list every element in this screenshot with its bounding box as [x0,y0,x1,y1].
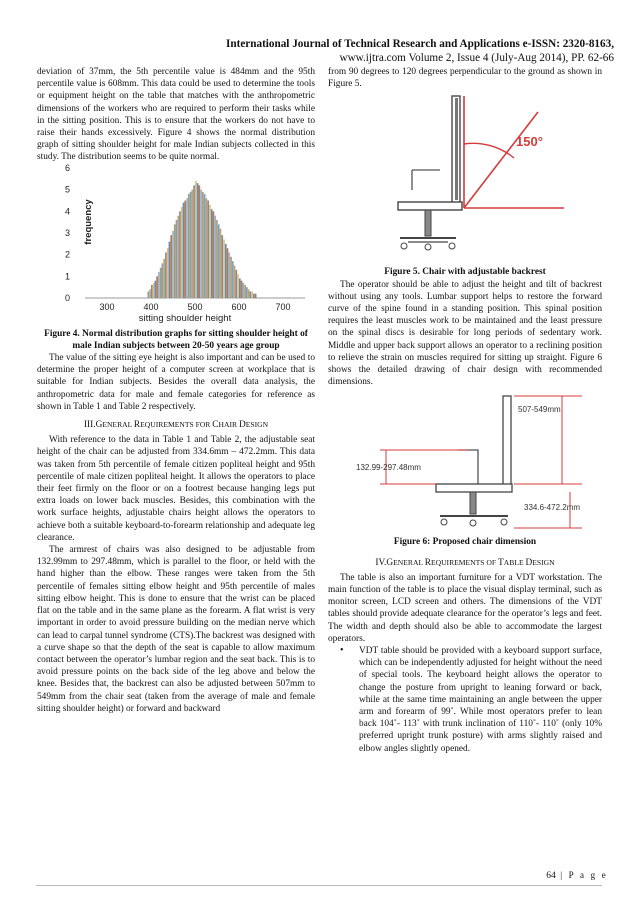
page-label: | P a g e [555,870,608,880]
histogram-bar [232,261,234,298]
paragraph: from 90 degrees to 120 degrees perpendicular to the ground as shown in Figure 5. [328,67,602,90]
histogram-bar [183,202,185,297]
figure-4 [37,164,315,328]
histogram-bar [250,291,252,298]
angle-label: 150° [516,134,543,150]
histogram-bar [223,239,225,298]
y-tick-label: 3 [65,227,71,238]
histogram-bar [243,282,245,297]
footer-rule [36,885,602,886]
x-tick-label: 300 [99,301,115,312]
histogram-bar [209,204,211,297]
histogram-bar [235,269,237,297]
histogram-bar [176,220,178,298]
seat-height-dimension: 334.6-472.2mm [524,503,581,513]
y-axis-label: frequency [83,198,94,245]
paragraph: The armrest of chairs was also designed to be adjustable from 132.99mm to 297.48mm, which is parallel to the floor, or held with the hand higher than the elbow. These ranges were taken from the 5th percentile of females sitting elbow height and 95th percentile of males sitting elbow height. This is done to ensure that the wrist can be placed flat on the table and in the same plane as the forearm. A flat wrist is very important in order to avoid pressure building on the median nerve which can lead to carpal tunnel syndrome (CTS).The backrest was designed with a curve shape so that the depth of the seat is capable to allow maximum contact between the operator’s lumbar region and the seat back. This is to avoid pressure points on the back side of the leg above and below the knee. Besides that, the backrest can also be adjusted between 507mm to 549mm from the chair seat (taken from the average of male and female sitting shoulder height) or forward and backward [37,545,315,714]
section-heading-4: IV.GENERAL REQUIREMENTS OF TABLE DESIGN [375,557,555,568]
left-column [37,66,315,715]
histogram-bar [237,274,239,298]
histogram-bar [170,235,172,298]
page-footer [546,870,608,881]
histogram-bar [241,280,243,297]
histogram-bar [211,209,213,298]
x-tick-label: 600 [231,301,247,312]
histogram-bar [218,224,220,298]
section-heading-3: III.GENERAL REQUIREMENTS FOR CHAIR DESIGN [83,420,269,431]
y-tick-label: 2 [65,249,71,260]
chair-dimension-drawing [328,388,602,536]
histogram-bar [158,272,160,298]
y-tick-label: 1 [65,270,71,281]
armrest-dimension: 132.99-297.48mm [356,463,421,473]
x-tick-label: 500 [187,301,203,312]
paragraph: The value of the sitting eye height is also important and can be used to determine the proper height of a computer screen at workplace that is suitable for Indian subjects. Besides the overall data analysis, the anthropometric data for male and female categories for reference as shown in Table 1 and Table 2 respectively. [37,353,315,412]
histogram-bar [251,291,253,298]
backrest-dimension: 507-549mm [518,405,561,415]
histogram-bar [221,235,223,298]
journal-issue: www.ijtra.com Volume 2, Issue 4 (July-Aug 2014), PP. 62-66 [339,52,614,64]
x-tick-label: 400 [143,301,159,312]
histogram-bar [239,278,241,298]
figure-6-caption: Figure 6: Proposed chair dimension [393,537,537,548]
histogram-bar [202,191,204,297]
histogram-bar [160,267,162,297]
histogram-bar [156,276,158,298]
histogram-bar [200,189,202,297]
histogram-bar [165,252,167,298]
y-tick-label: 5 [65,184,71,195]
histogram-bar [147,291,149,298]
histogram-bar [248,289,250,298]
list-item: • VDT table should be provided with a keyboard support surface, which can be independently adjusted for height without the need of special tools. The keyboard height allows the operator to change the posture from upright to leaning forward or back, while at the same time maintaining an angle between the upper arm and forearm of 99˚. While most operators prefer to lean back 104˚- 113˚ with trunk inclination of 110˚- 110˚ (only 10% preferred upright trunk posture) with arms slightly raised and elbow angles slightly opened. [359,645,602,755]
x-axis-label: sitting shoulder height [138,312,232,324]
figure-4-caption: Figure 4. Normal distribution graphs for sitting shoulder height of male Indian subjects between 20-50 years age group [44,328,308,351]
histogram-bar [225,243,227,297]
paragraph: deviation of 37mm, the 5th percentile value is 484mm and the 95th percentile value is 608mm. This data could be used to determine the tools or equipment height on the table that matches with the anthropometric dimensions of the workers who are required to perform their tasks while in the sitting position. This is to ensure that the workers do not have to raise their hands excessively. Figure 4 shows the normal distribution graph of sitting shoulder height for male Indian subjects collected in this study. The distribution seems to be quite normal. [37,67,315,163]
histogram-bar [179,211,181,298]
histogram-bar [191,189,193,297]
histogram-bar [227,248,229,298]
histogram-bar [177,215,179,297]
figure-5 [328,90,602,266]
histogram-bar [253,293,255,297]
paragraph: The table is also an important furniture for a VDT workstation. The main function of the table is to place the visual display terminal, such as monitor screen, LCD screen and others. The dimensions of the VDT tables should provide adequate clearance for the operator’s legs and feet. The width and depth should also be able to accommodate the largest operators. [328,572,602,644]
paragraph: The operator should be able to adjust the height and tilt of backrest without using any tools. Lumbar support helps to restore the forward curve of the spine found in a standing position. This spinal position requires the least muscles work to be maintained and the least pressure on the spinal discs is desirable for long periods of sedentary work. Middle and upper back support allows an operator to a reclining position to relieve the strain on muscles required for sitting up straight. Figure 6 shows the detailed drawing of chair design with recommended dimensions. [328,279,602,388]
histogram-bar [199,185,201,298]
journal-title: International Journal of Technical Research and Applications e-ISSN: 2320-8163, [226,38,614,50]
histogram-bar [230,256,232,297]
histogram-bar [207,200,209,298]
page-number: 64 [546,871,556,881]
histogram-bar [169,241,171,297]
histogram-bar [186,198,188,298]
figure-5-caption: Figure 5. Chair with adjustable backrest [384,267,546,278]
histogram-bar [197,183,199,298]
histogram-bar [206,198,208,298]
histogram-bar [163,259,165,298]
histogram-bar [204,194,206,298]
histogram-bar [216,220,218,298]
chair-backrest-drawing [328,90,602,266]
y-tick-label: 4 [65,205,71,216]
histogram-bar [162,263,164,298]
y-tick-label: 6 [65,163,71,173]
histogram-bar [174,224,176,298]
histogram-bar [234,265,236,298]
histogram-bar [214,215,216,297]
histogram-bar [193,185,195,298]
histogram-bar [220,228,222,297]
histogram-bar [244,285,246,298]
histogram-bar [172,230,174,297]
histogram-bar [255,293,257,297]
histogram-bar [167,248,169,298]
x-tick-label: 700 [275,301,291,312]
bullet-list [328,645,602,755]
histogram-bar [228,252,230,298]
distribution-chart [37,164,315,328]
histogram-bar [190,191,192,297]
histogram-bar [153,282,155,297]
histogram-bar [246,287,248,298]
figure-6 [328,388,602,536]
paragraph: With reference to the data in Table 1 and Table 2, the adjustable seat height of the chair can be adjusted from 334.6mm – 472.2mm. This data was taken from 5th percentile of female citizen popliteal height and 95th percentile of male citizen popliteal height. It allows the operators to place their feet firmly on the floor or on a footrest because hanging legs put extra loads on lower back muscles. Besides, this combination with the work surface heights, adjustable chairs height allows the operators to achieve both a suitable keyboard-to-forearm relationship and adequate leg clearance. [37,435,315,543]
histogram-bar [151,285,153,298]
journal-header [174,37,614,65]
histogram-bar [155,280,157,297]
histogram-bar [195,181,197,298]
histogram-bar [188,194,190,298]
histogram-bar [213,211,215,298]
histogram-bar [184,200,186,298]
histogram-bar [181,207,183,298]
y-tick-label: 0 [65,292,71,303]
histogram-bar [149,289,151,298]
right-column [328,66,602,755]
